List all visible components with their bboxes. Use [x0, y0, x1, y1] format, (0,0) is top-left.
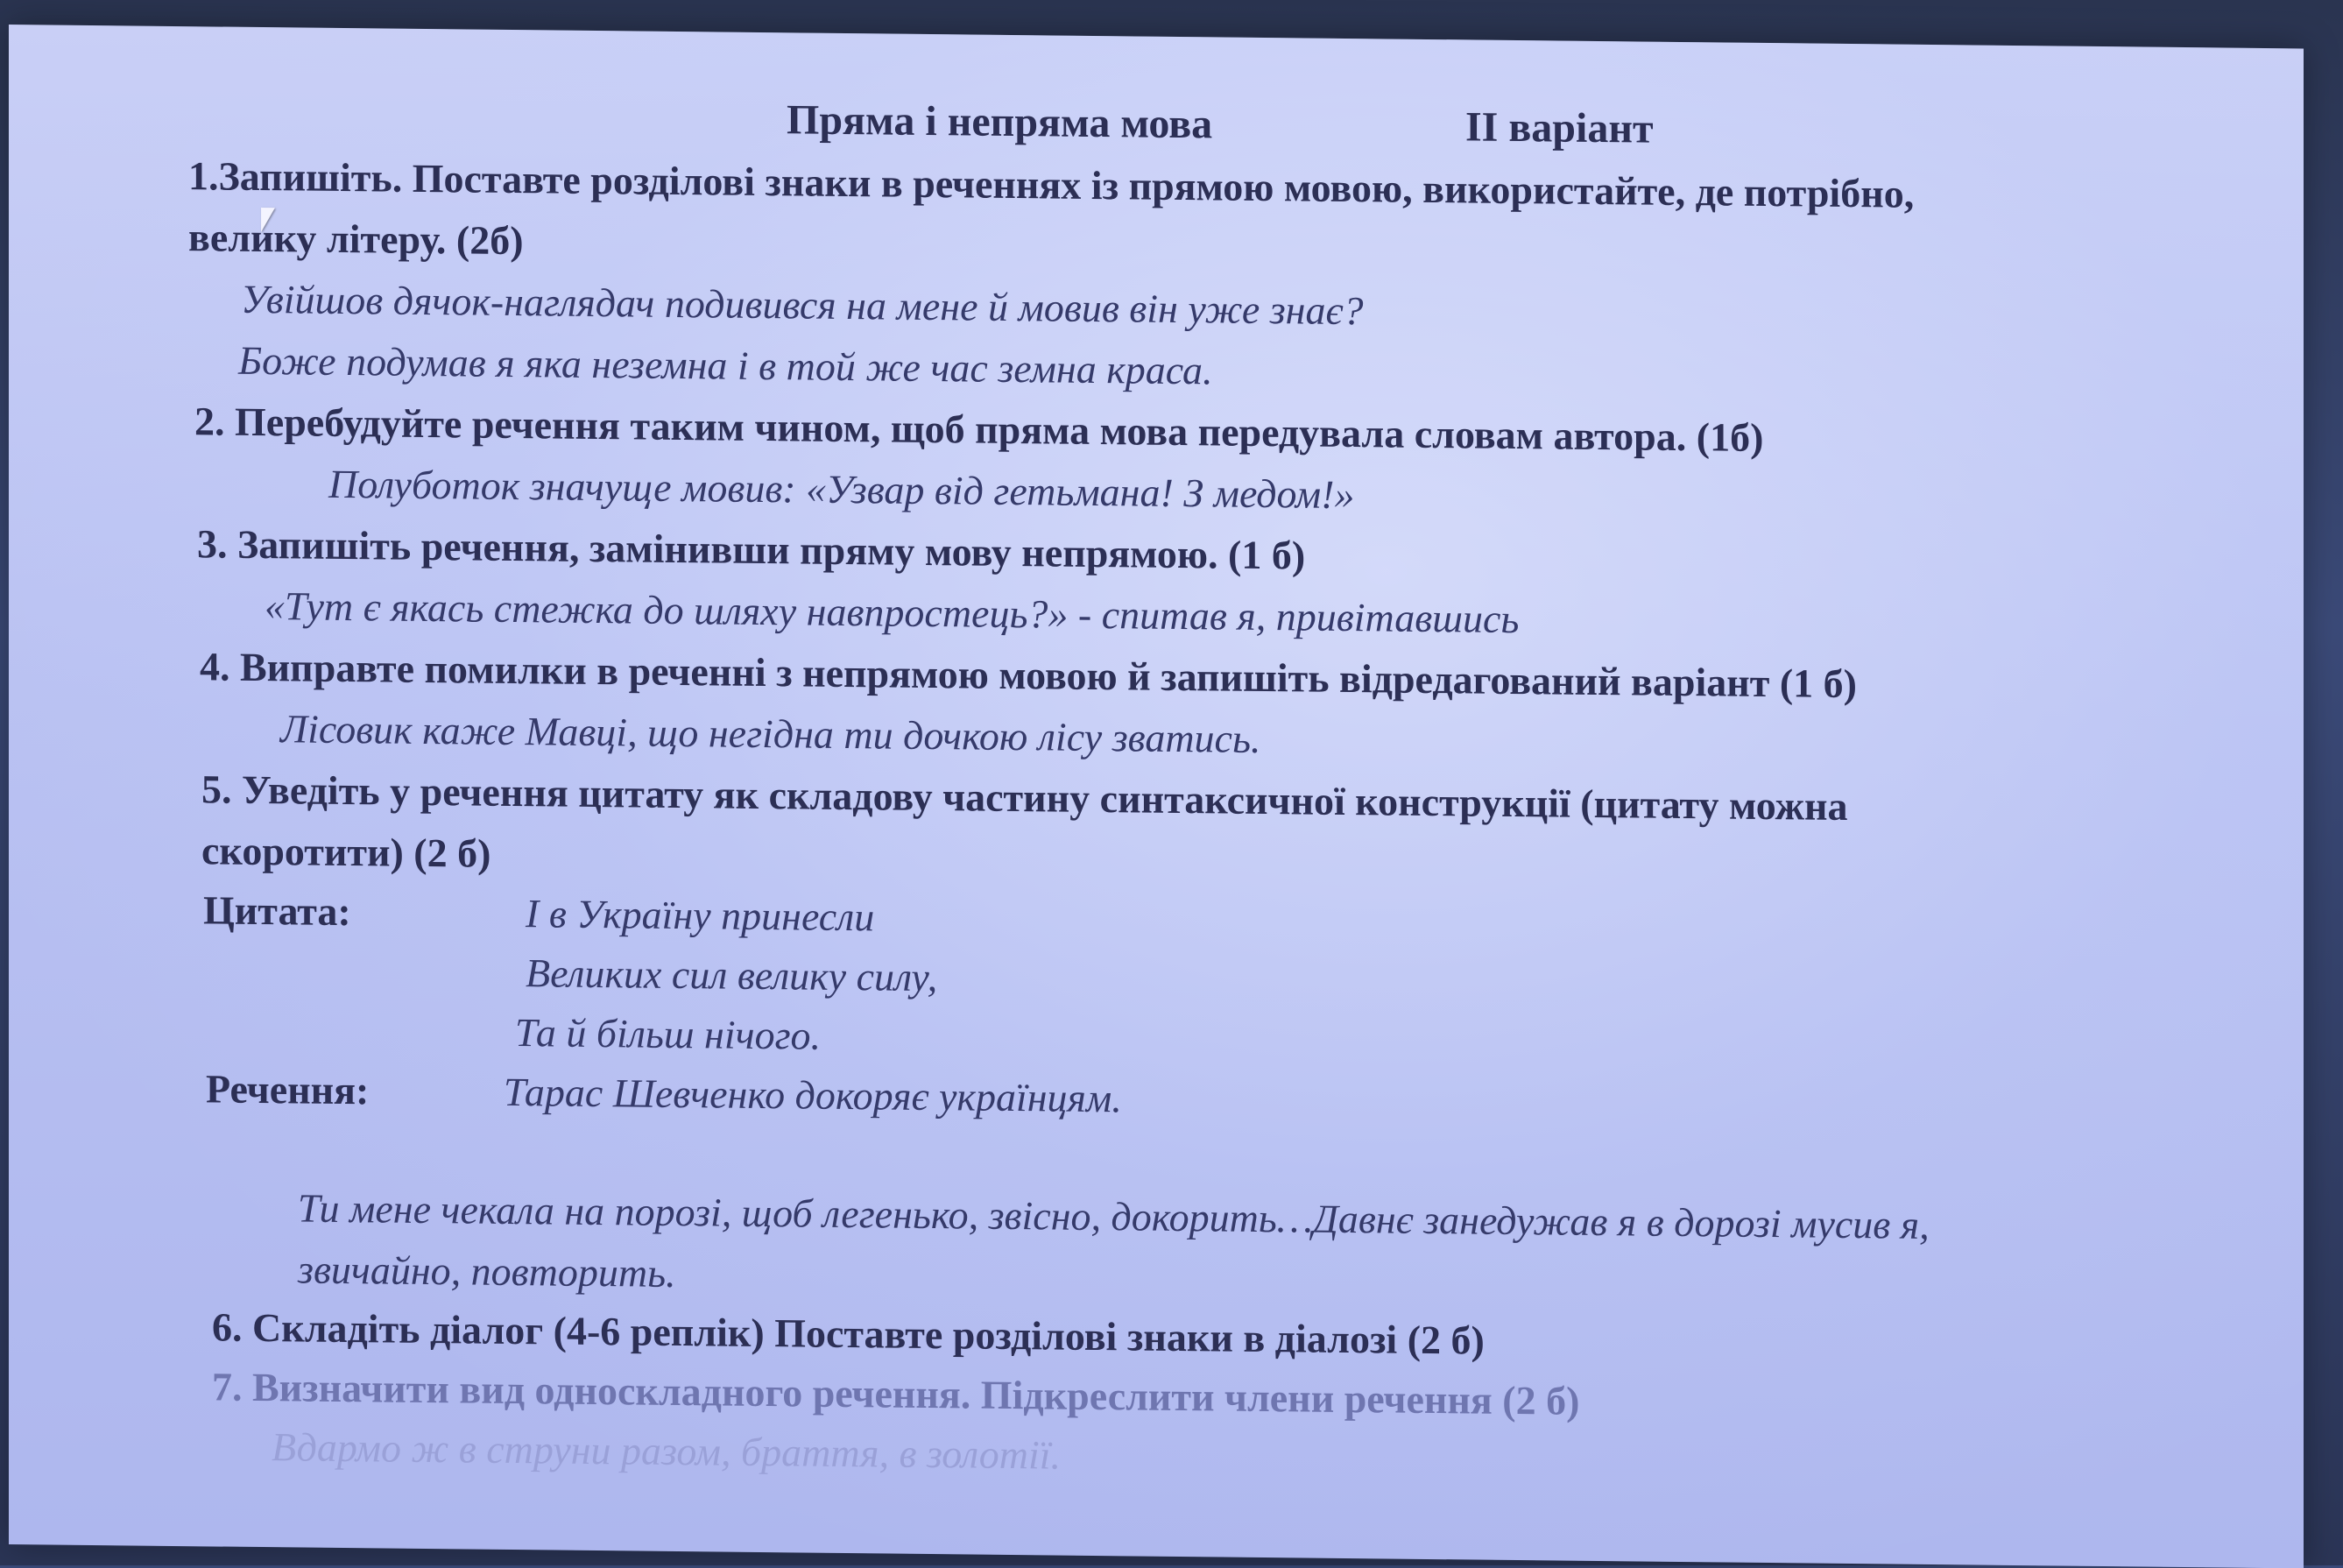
task1-example-1: Увійшов дячок-наглядач подивився на мене й мовив він уже знає? [241, 276, 1364, 334]
task1-instruction-line2: велику літеру. (2б) [188, 215, 524, 264]
variant-label: ІІ варіант [1465, 103, 1654, 152]
quote-label: Цитата: [203, 887, 351, 935]
quote-line-2: Великих сил велику силу, [526, 950, 938, 1000]
task5-instruction-line2: скоротити) (2 б) [201, 828, 491, 876]
task4-instruction: 4. Виправте помилки в реченні з непрямою мовою й запишіть відредагований варіант (1 б) [200, 644, 1857, 707]
task2-instruction: 2. Перебудуйте речення таким чином, щоб пряма мова передувала словам автора. (1б) [194, 399, 1764, 460]
task4-example: Лісовик каже Мавці, що негідна ти дочкою лісу зватись. [280, 706, 1261, 761]
monitor-screen [9, 25, 2304, 1568]
task7-instruction: 7. Визначити вид односкладного речення. Підкреслити члени речення (2 б) [212, 1364, 1580, 1423]
task1-example-2: Боже подумав я яка неземна і в той же час земна краса. [238, 337, 1213, 393]
task1-instruction-line1: 1.Запишіть. Поставте розділові знаки в реченнях із прямою мовою, використайте, де потрібно, [188, 153, 1915, 216]
task5-instruction-line1: 5. Уведіть у речення цитату як складову частину синтаксичної конструкції (цитату можна [201, 766, 1848, 829]
quote-line-1: І в Україну принесли [526, 891, 875, 940]
sentence-text: Тарас Шевченко докоряє українцям. [504, 1069, 1122, 1121]
mouse-pointer-icon [261, 208, 284, 232]
document-title: Пряма і непряма мова [787, 96, 1213, 148]
sentence-label: Речення: [206, 1066, 370, 1113]
task6-instruction: 6. Складіть діалог (4-6 реплік) Поставте розділові знаки в діалозі (2 б) [212, 1304, 1485, 1363]
extra-example-line1: Ти мене чекала на порозі, щоб легенько, звісно, докорить…Давнє занедужав я в дорозі мусив я, [298, 1185, 1930, 1247]
worksheet-document [9, 25, 2304, 1568]
task3-instruction: 3. Запишіть речення, замінивши пряму мову непрямою. (1 б) [197, 521, 1306, 578]
task7-example: Вдармо ж в струни разом, браття, в золотії. [272, 1424, 1062, 1478]
task3-example: «Тут є якась стежка до шляху навпростець?» - спитав я, привітавшись [265, 583, 1520, 642]
quote-line-3: Та й більш нічого. [515, 1010, 822, 1058]
extra-example-line2: звичайно, повторить. [298, 1247, 676, 1296]
task2-example: Полуботок значуще мовив: «Узвар від гетьмана! З медом!» [328, 461, 1355, 518]
